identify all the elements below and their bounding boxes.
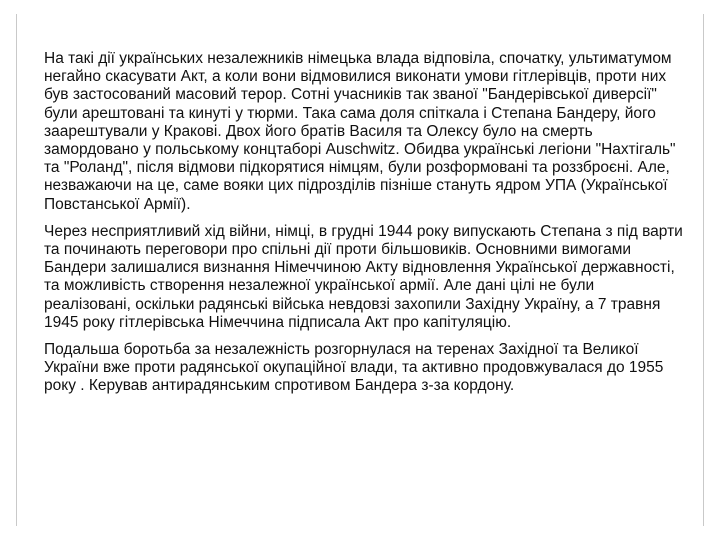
paragraph-2: Через несприятливий хід війни, німці, в грудні 1944 року випускають Степана з під варти та починають переговори про спільні дії проти більшовиків. Основними вимогами Бандери залишалися визнання Німеччиною Акту відновлення Української державності, та можливість створення незалежної української армії. Але дані цілі не були реалізовані, оскільки радянські війська невдовзі захопили Західну Україну, а 7 травня 1945 року гітлерівська Німеччина підписала Акт про капітуляцію.: [44, 222, 683, 331]
left-border-line: [16, 14, 17, 526]
paragraph-3: Подальша боротьба за незалежність розгорнулася на теренах Західної та Великої України вже проти радянської окупаційної влади, та активно продовжувалася до 1955 року . Керував антирадянським спротивом Бандера з-за кордону.: [44, 341, 664, 395]
paragraph-1: На такі дії українських незалежників німецька влада відповіла, спочатку, ультиматумом негайно скасувати Акт, а коли вони відмовилися виконати умови гітлерівців, проти них був застосований масовий терор. Сотні учасників так званої "Бандерівської диверсії" були арештовані та кинуті у тюрми. Така сама доля спіткала і Степана Бандеру, його заарештували у Кракові. Двох його братів Василя та Олексу було на смерть замордовано у польському концтаборі Auschwitz. Обидва українські легіони "Нахтігаль" та "Роланд", після відмови підкорятися німцям, були розформовані та роззброєні. Але, незважаючи на це, саме вояки цих підрозділів пізніше стануть ядром УПА (Української Повстанської Армії).: [44, 50, 676, 213]
text-body: [44, 50, 684, 405]
right-border-line: [703, 14, 704, 526]
